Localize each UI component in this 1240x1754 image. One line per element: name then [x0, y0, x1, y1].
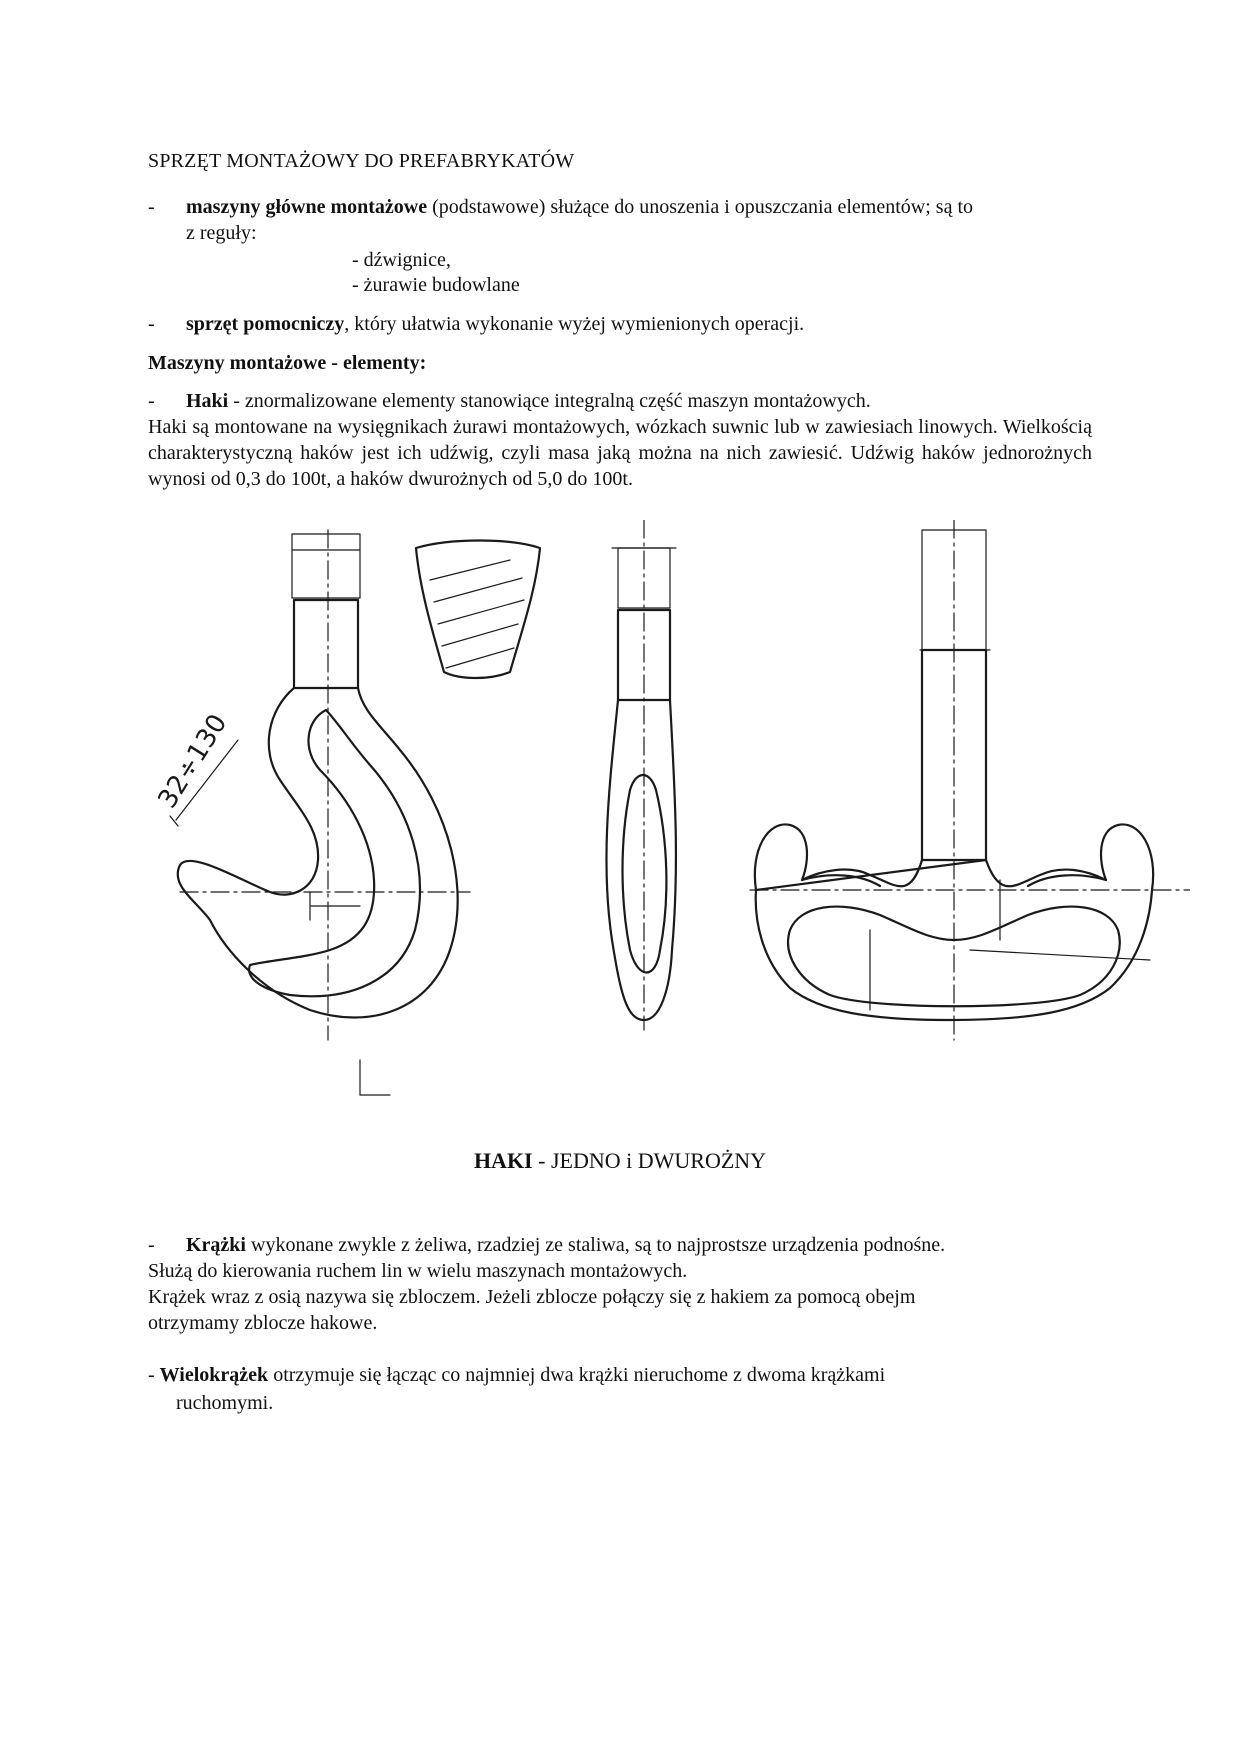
bullet-auxiliary-text: , który ułatwia wykonanie wyżej wymienionych operacji. [344, 313, 805, 335]
bullet-dash: - [148, 1234, 155, 1256]
bullet-pulleys-text: wykonane zwykle z żeliwa, rzadziej ze staliwa, są to najprostsze urządzenia podnośne. [246, 1234, 946, 1256]
dimension-label: 32÷130 [152, 709, 234, 814]
bullet-hooks [148, 388, 871, 414]
bullet-main-machines-text: (podstawowe) służące do unoszenia i opuszczania elementów; są to [427, 196, 974, 218]
section-heading: Maszyny montażowe - elementy: [148, 352, 427, 374]
bullet-auxiliary-bold: sprzęt pomocniczy [186, 313, 345, 335]
bullet-dash: - [148, 196, 155, 218]
figure-caption-bold: HAKI [473, 1148, 533, 1173]
bullet-pulley-block-text: otrzymuje się łącząc co najmniej dwa krążki nieruchome z dwoma krążkami [268, 1364, 886, 1386]
pulley-block-cont: ruchomymi. [176, 1392, 274, 1414]
bullet-pulleys [148, 1232, 945, 1258]
bullet-dash: - [148, 313, 155, 335]
single-hook-illustration [152, 530, 470, 1095]
bullet-auxiliary-equipment [148, 311, 804, 337]
document-title: SPRZĘT MONTAŻOWY DO PREFABRYKATÓW [148, 150, 575, 172]
bullet-hooks-bold: Haki [186, 390, 229, 412]
figure-caption-text: - JEDNO i DWUROŻNY [532, 1148, 767, 1173]
list-item-cranes-hoists: - dźwignice, [352, 249, 451, 271]
single-hook-side-view [606, 520, 676, 1030]
figure-caption [0, 1148, 1240, 1174]
bullet-pulley-block-bold: Wielokrążek [159, 1364, 269, 1386]
bullet-main-machines [148, 194, 973, 220]
hook-cross-section [416, 541, 540, 679]
hooks-drawing [150, 520, 1190, 1120]
pulleys-line-3: Krążek wraz z osią nazywa się zbloczem. Jeżeli zblocze połączy się z hakiem za pomocą obejm [148, 1286, 916, 1308]
list-item-tower-cranes: - żurawie budowlane [352, 274, 520, 296]
bullet-main-machines-cont: z reguły: [186, 222, 257, 244]
hooks-paragraph: Haki są montowane na wysięgnikach żurawi montażowych, wózkach suwnic lub w zawiesiach linowych. Wielkością charakterystyczną haków jest ich udźwig, czyli masa jaką można na nich zawiesić. Udźwig haków jednorożnych wynosi od 0,3 do 100t, a haków dwurożnych od 5,0 do 100t. [148, 416, 1092, 490]
double-hook-illustration [750, 520, 1190, 1040]
bullet-main-machines-bold: maszyny główne montażowe [186, 196, 428, 218]
bullet-hooks-text: - znormalizowane elementy stanowiące integralną część maszyn montażowych. [228, 390, 871, 412]
pulleys-line-4: otrzymamy zblocze hakowe. [148, 1312, 378, 1334]
bullet-pulley-block [148, 1362, 885, 1388]
pulleys-line-2: Służą do kierowania ruchem lin w wielu maszynach montażowych. [148, 1260, 688, 1282]
bullet-pulleys-bold: Krążki [186, 1234, 246, 1256]
bullet-dash: - [148, 390, 155, 412]
bullet-dash: - [148, 1364, 160, 1386]
